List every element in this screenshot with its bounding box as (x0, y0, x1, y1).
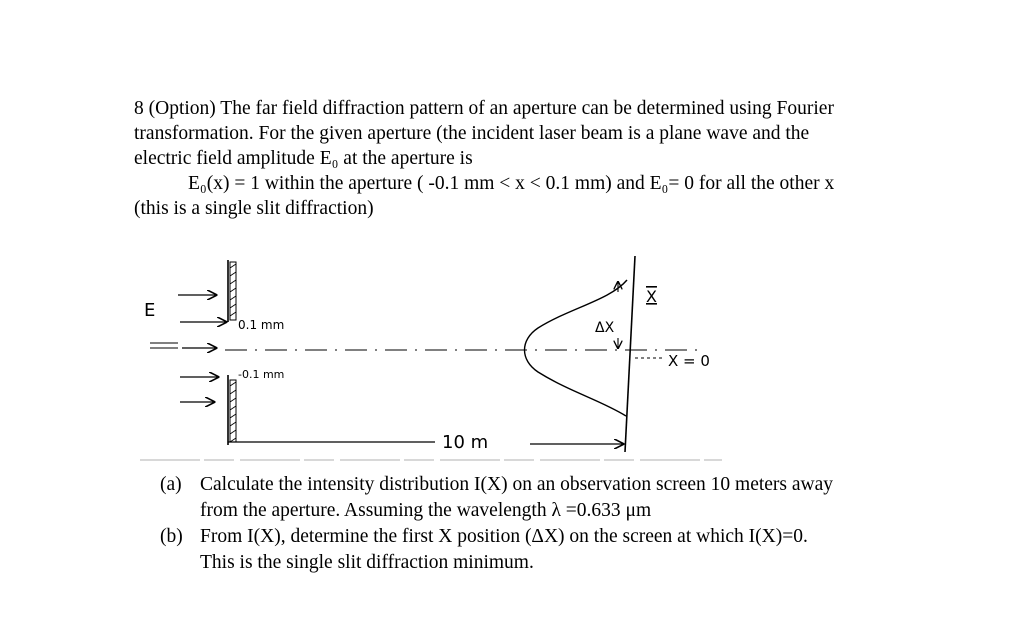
aperture-equation: E₀(x) = 1 within the aperture ( -0.1 mm < x < 0.1 mm) and E₀= 0 for all the other x (188, 173, 835, 194)
screen-axis-label: X (646, 287, 657, 306)
part-b-line-1: From I(X), determine the first X position (ΔX) on the screen at which I(X)=0. (200, 526, 808, 547)
delta-x-label: ΔX (595, 320, 615, 336)
distance-label: 10 m (442, 432, 489, 453)
aperture-lower-wall (228, 375, 236, 445)
part-a-label: (a) (160, 474, 182, 495)
observation-screen (625, 256, 635, 452)
upper-edge-label: 0.1 mm (238, 318, 285, 332)
problem-line-1: 8 (Option) The far field diffraction pattern of an aperture can be determined using Fourier (134, 98, 834, 119)
field-label: E (144, 300, 156, 321)
intensity-profile (525, 280, 628, 416)
question-parts (160, 472, 960, 576)
part-b (160, 524, 960, 576)
part-a-line-1: Calculate the intensity distribution I(X) on an observation screen 10 meters away (200, 474, 834, 495)
aperture-upper-wall (228, 260, 236, 322)
problem-statement (134, 96, 934, 221)
problem-line-5: (this is a single slit diffraction) (134, 198, 374, 219)
problem-line-3: electric field amplitude E₀ at the aperture is (134, 148, 473, 169)
part-b-line-2: This is the single slit diffraction minimum. (200, 552, 534, 573)
part-a-line-2: from the aperture. Assuming the wavelength λ =0.633 μm (200, 500, 652, 521)
incident-wave-arrows (178, 295, 226, 402)
lower-edge-label: -0.1 mm (238, 368, 285, 381)
diffraction-diagram (130, 240, 730, 465)
center-label: X = 0 (668, 352, 710, 370)
part-a (160, 472, 960, 524)
part-b-label: (b) (160, 526, 183, 547)
problem-line-2: transformation. For the given aperture (the incident laser beam is a plane wave and the (134, 123, 810, 144)
